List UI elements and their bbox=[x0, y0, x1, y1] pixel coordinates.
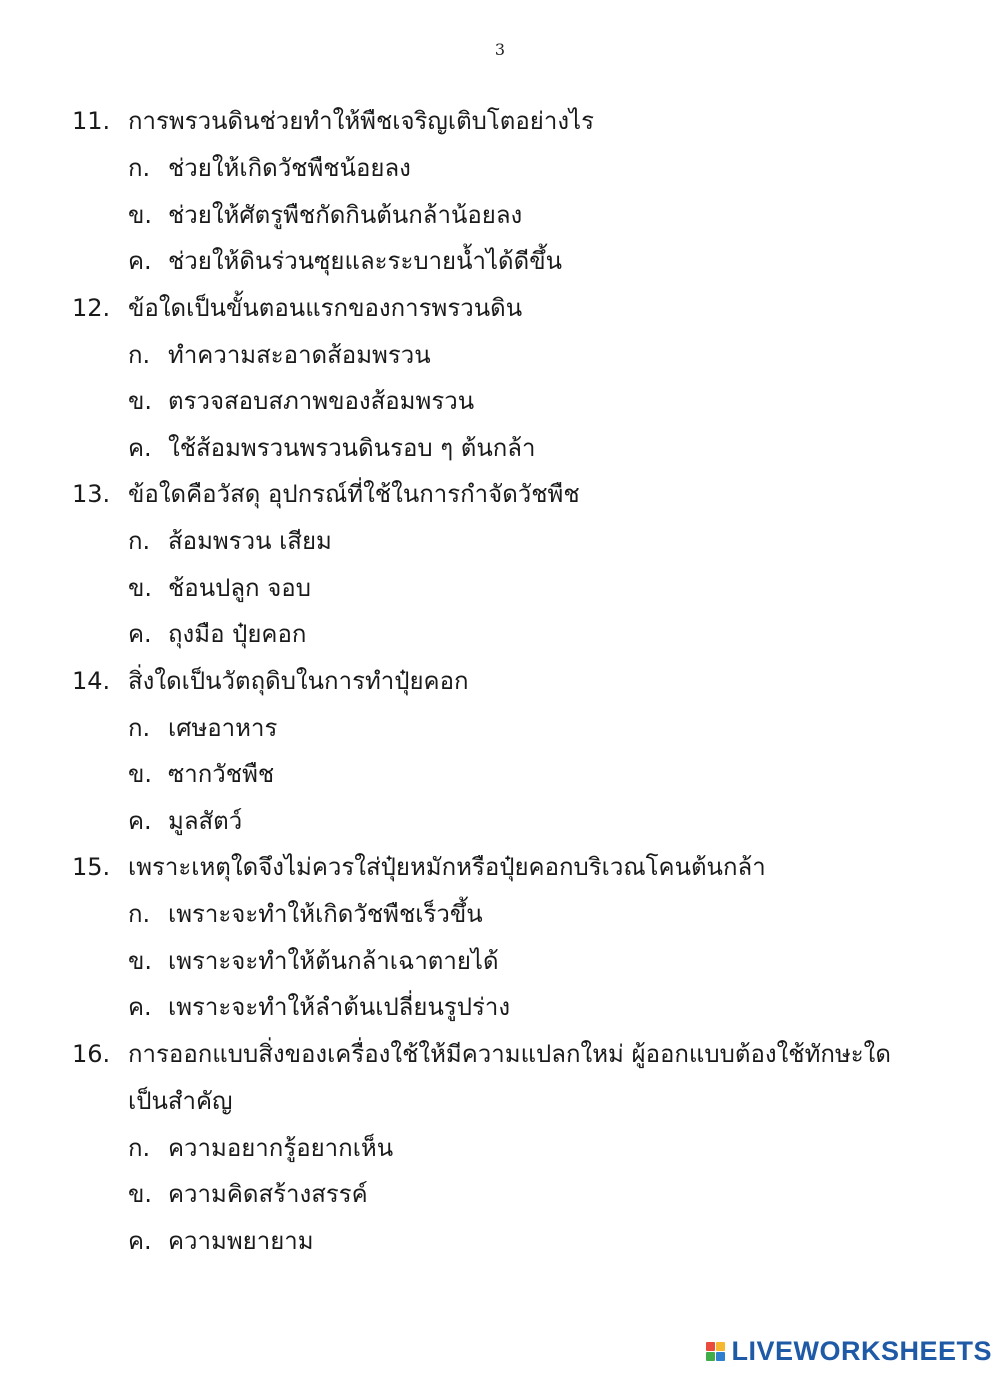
choice-letter: ค. bbox=[128, 620, 152, 648]
liveworksheets-watermark bbox=[706, 1336, 992, 1367]
answer-choice[interactable] bbox=[72, 145, 972, 192]
choice-letter: ก. bbox=[128, 713, 151, 742]
question-number: 15. bbox=[72, 853, 111, 881]
choice-text: ซากวัชพืช bbox=[168, 760, 275, 788]
choice-text: ช้อนปลูก จอบ bbox=[168, 573, 311, 602]
choice-letter: ก. bbox=[128, 900, 151, 928]
choice-text: ถุงมือ ปุ๋ยคอก bbox=[168, 620, 307, 648]
liveworksheets-logo-icon bbox=[706, 1342, 725, 1361]
question-13 bbox=[72, 471, 972, 658]
choice-text: ใช้ส้อมพรวนพรวนดินรอบ ๆ ต้นกล้า bbox=[168, 433, 536, 462]
question-number: 13. bbox=[72, 480, 111, 508]
question-11 bbox=[72, 98, 972, 285]
choice-letter: ข. bbox=[128, 946, 153, 975]
answer-choice[interactable] bbox=[72, 518, 972, 565]
question-line bbox=[72, 844, 972, 891]
question-15 bbox=[72, 844, 972, 1031]
logo-square-yellow bbox=[716, 1342, 725, 1351]
choice-text: ความคิดสร้างสรรค์ bbox=[168, 1180, 368, 1208]
answer-choice[interactable] bbox=[72, 238, 972, 285]
choice-text: เพราะจะทำให้ลำต้นเปลี่ยนรูปร่าง bbox=[168, 993, 511, 1021]
question-line bbox=[72, 1031, 972, 1078]
choice-text: ส้อมพรวน เสียม bbox=[168, 527, 332, 555]
answer-choice[interactable] bbox=[72, 751, 972, 798]
choice-letter: ก. bbox=[128, 527, 151, 555]
choice-letter: ข. bbox=[128, 1180, 153, 1208]
question-line bbox=[72, 658, 972, 705]
choice-letter: ค. bbox=[128, 247, 152, 275]
question-text: สิ่งใดเป็นวัตถุดิบในการทำปุ๋ยคอก bbox=[128, 666, 469, 695]
choice-letter: ก. bbox=[128, 340, 151, 369]
choice-text: ความพยายาม bbox=[168, 1226, 314, 1255]
question-14 bbox=[72, 658, 972, 845]
page-number: 3 bbox=[494, 40, 506, 59]
question-text: ข้อใดคือวัสดุ อุปกรณ์ที่ใช้ในการกำจัดวัชพืช bbox=[128, 480, 580, 508]
question-text: ข้อใดเป็นขั้นตอนแรกของการพรวนดิน bbox=[128, 293, 523, 322]
question-number: 16. bbox=[72, 1039, 111, 1068]
question-text-continuation: เป็นสำคัญ bbox=[128, 1086, 233, 1115]
watermark-text: LIVEWORKSHEETS bbox=[731, 1336, 992, 1366]
logo-square-green bbox=[706, 1352, 715, 1361]
choice-text: เศษอาหาร bbox=[168, 713, 278, 742]
question-16 bbox=[72, 1031, 972, 1265]
question-12 bbox=[72, 285, 972, 472]
question-line bbox=[72, 98, 972, 145]
choice-letter: ค. bbox=[128, 993, 152, 1021]
question-text: การพรวนดินช่วยทำให้พืชเจริญเติบโตอย่างไร bbox=[128, 107, 594, 135]
answer-choice[interactable] bbox=[72, 705, 972, 752]
question-list bbox=[72, 98, 972, 1264]
choice-text: เพราะจะทำให้เกิดวัชพืชเร็วขึ้น bbox=[168, 900, 483, 928]
answer-choice[interactable] bbox=[72, 611, 972, 658]
answer-choice[interactable] bbox=[72, 1171, 972, 1218]
answer-choice[interactable] bbox=[72, 891, 972, 938]
answer-choice[interactable] bbox=[72, 565, 972, 612]
choice-text: ช่วยให้ศัตรูพืชกัดกินต้นกล้าน้อยลง bbox=[168, 200, 523, 229]
choice-letter: ก. bbox=[128, 154, 151, 182]
choice-text: ช่วยให้ดินร่วนซุยและระบายน้ำได้ดีขึ้น bbox=[168, 247, 563, 275]
answer-choice[interactable] bbox=[72, 332, 972, 379]
answer-choice[interactable] bbox=[72, 938, 972, 985]
choice-letter: ข. bbox=[128, 387, 153, 415]
question-text: เพราะเหตุใดจึงไม่ควรใส่ปุ๋ยหมักหรือปุ๋ยคอกบริเวณโคนต้นกล้า bbox=[128, 853, 766, 881]
choice-text: ความอยากรู้อยากเห็น bbox=[168, 1133, 394, 1162]
answer-choice[interactable] bbox=[72, 1218, 972, 1265]
answer-choice[interactable] bbox=[72, 1125, 972, 1172]
choice-letter: ค. bbox=[128, 1226, 152, 1255]
question-text: การออกแบบสิ่งของเครื่องใช้ให้มีความแปลกใหม่ ผู้ออกแบบต้องใช้ทักษะใด bbox=[128, 1039, 891, 1068]
choice-text: ช่วยให้เกิดวัชพืชน้อยลง bbox=[168, 154, 411, 182]
answer-choice[interactable] bbox=[72, 192, 972, 239]
question-number: 12. bbox=[72, 293, 111, 322]
choice-letter: ข. bbox=[128, 573, 153, 602]
choice-letter: ค. bbox=[128, 806, 152, 835]
answer-choice[interactable] bbox=[72, 984, 972, 1031]
question-number: 11. bbox=[72, 107, 111, 135]
question-number: 14. bbox=[72, 666, 111, 695]
answer-choice[interactable] bbox=[72, 425, 972, 472]
choice-letter: ข. bbox=[128, 200, 153, 229]
choice-text: เพราะจะทำให้ต้นกล้าเฉาตายได้ bbox=[168, 946, 499, 975]
choice-text: ทำความสะอาดส้อมพรวน bbox=[168, 340, 431, 369]
question-line bbox=[72, 285, 972, 332]
answer-choice[interactable] bbox=[72, 378, 972, 425]
question-line bbox=[72, 471, 972, 518]
answer-choice[interactable] bbox=[72, 798, 972, 845]
choice-letter: ก. bbox=[128, 1133, 151, 1162]
choice-text: ตรวจสอบสภาพของส้อมพรวน bbox=[168, 387, 475, 415]
choice-letter: ค. bbox=[128, 433, 152, 462]
choice-letter: ข. bbox=[128, 760, 153, 788]
logo-square-blue bbox=[716, 1352, 725, 1361]
choice-text: มูลสัตว์ bbox=[168, 806, 243, 835]
logo-square-red bbox=[706, 1342, 715, 1351]
